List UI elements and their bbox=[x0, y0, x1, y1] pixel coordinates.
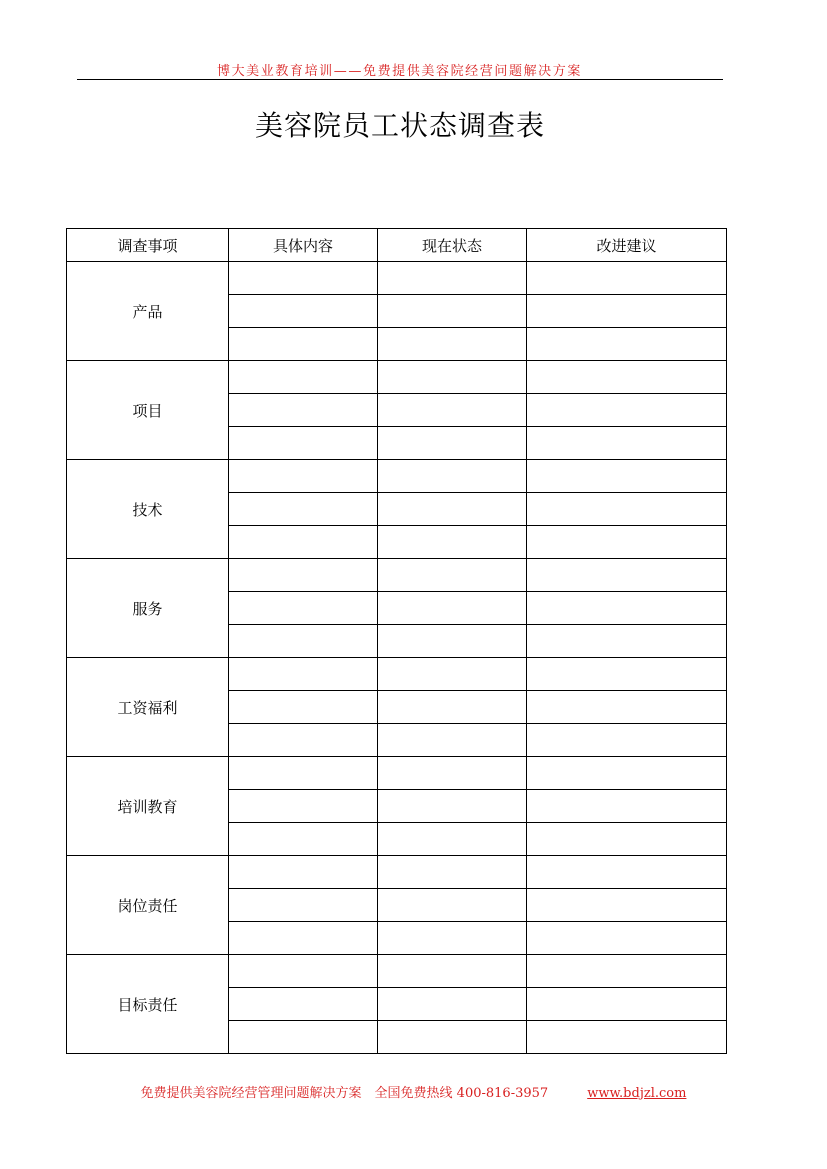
suggestion-cell[interactable] bbox=[527, 658, 727, 691]
table-row bbox=[67, 658, 727, 691]
table-row bbox=[67, 757, 727, 790]
suggestion-cell[interactable] bbox=[527, 988, 727, 1021]
content-cell[interactable] bbox=[229, 922, 378, 955]
category-cell: 岗位责任 bbox=[67, 856, 229, 955]
content-cell[interactable] bbox=[229, 295, 378, 328]
content-cell[interactable] bbox=[229, 889, 378, 922]
suggestion-cell[interactable] bbox=[527, 889, 727, 922]
content-cell[interactable] bbox=[229, 361, 378, 394]
status-cell[interactable] bbox=[378, 493, 527, 526]
table-header-row bbox=[67, 229, 727, 262]
status-cell[interactable] bbox=[378, 1021, 527, 1054]
footer-link[interactable]: www.bdjzl.com bbox=[587, 1086, 687, 1101]
content-cell[interactable] bbox=[229, 1021, 378, 1054]
survey-body bbox=[67, 262, 727, 1054]
suggestion-cell[interactable] bbox=[527, 1021, 727, 1054]
status-cell[interactable] bbox=[378, 559, 527, 592]
status-cell[interactable] bbox=[378, 889, 527, 922]
table-row bbox=[67, 361, 727, 394]
status-cell[interactable] bbox=[378, 988, 527, 1021]
status-cell[interactable] bbox=[378, 460, 527, 493]
status-cell[interactable] bbox=[378, 526, 527, 559]
status-cell[interactable] bbox=[378, 691, 527, 724]
content-cell[interactable] bbox=[229, 427, 378, 460]
content-cell[interactable] bbox=[229, 493, 378, 526]
content-cell[interactable] bbox=[229, 955, 378, 988]
status-cell[interactable] bbox=[378, 328, 527, 361]
content-cell[interactable] bbox=[229, 823, 378, 856]
header-rule bbox=[77, 79, 723, 80]
content-cell[interactable] bbox=[229, 460, 378, 493]
suggestion-cell[interactable] bbox=[527, 460, 727, 493]
status-cell[interactable] bbox=[378, 394, 527, 427]
content-cell[interactable] bbox=[229, 724, 378, 757]
table-row bbox=[67, 856, 727, 889]
status-cell[interactable] bbox=[378, 856, 527, 889]
status-cell[interactable] bbox=[378, 955, 527, 988]
content-cell[interactable] bbox=[229, 559, 378, 592]
table-row bbox=[67, 559, 727, 592]
suggestion-cell[interactable] bbox=[527, 526, 727, 559]
category-cell: 工资福利 bbox=[67, 658, 229, 757]
content-cell[interactable] bbox=[229, 790, 378, 823]
suggestion-cell[interactable] bbox=[527, 559, 727, 592]
content-cell[interactable] bbox=[229, 757, 378, 790]
status-cell[interactable] bbox=[378, 592, 527, 625]
suggestion-cell[interactable] bbox=[527, 625, 727, 658]
suggestion-cell[interactable] bbox=[527, 691, 727, 724]
suggestion-cell[interactable] bbox=[527, 790, 727, 823]
table-row bbox=[67, 955, 727, 988]
status-cell[interactable] bbox=[378, 757, 527, 790]
suggestion-cell[interactable] bbox=[527, 328, 727, 361]
table-row bbox=[67, 262, 727, 295]
survey-table bbox=[66, 228, 727, 1054]
content-cell[interactable] bbox=[229, 328, 378, 361]
document-title: 美容院员工状态调查表 bbox=[254, 109, 545, 142]
content-cell[interactable] bbox=[229, 691, 378, 724]
content-cell[interactable] bbox=[229, 592, 378, 625]
category-cell: 目标责任 bbox=[67, 955, 229, 1054]
suggestion-cell[interactable] bbox=[527, 427, 727, 460]
column-header-suggestion: 改进建议 bbox=[527, 229, 727, 262]
suggestion-cell[interactable] bbox=[527, 724, 727, 757]
category-cell: 培训教育 bbox=[67, 757, 229, 856]
column-header-item: 调查事项 bbox=[67, 229, 229, 262]
status-cell[interactable] bbox=[378, 658, 527, 691]
status-cell[interactable] bbox=[378, 427, 527, 460]
content-cell[interactable] bbox=[229, 526, 378, 559]
status-cell[interactable] bbox=[378, 625, 527, 658]
suggestion-cell[interactable] bbox=[527, 922, 727, 955]
suggestion-cell[interactable] bbox=[527, 757, 727, 790]
suggestion-cell[interactable] bbox=[527, 592, 727, 625]
status-cell[interactable] bbox=[378, 724, 527, 757]
suggestion-cell[interactable] bbox=[527, 493, 727, 526]
category-cell: 技术 bbox=[67, 460, 229, 559]
page-header: 博大美业教育培训——免费提供美容院经营问题解决方案 bbox=[216, 64, 582, 79]
status-cell[interactable] bbox=[378, 262, 527, 295]
content-cell[interactable] bbox=[229, 262, 378, 295]
content-cell[interactable] bbox=[229, 394, 378, 427]
suggestion-cell[interactable] bbox=[527, 394, 727, 427]
category-cell: 项目 bbox=[67, 361, 229, 460]
table-row bbox=[67, 460, 727, 493]
footer-text: 免费提供美容院经营管理问题解决方案 全国免费热线 400-816-3957 bbox=[140, 1086, 549, 1101]
status-cell[interactable] bbox=[378, 790, 527, 823]
column-header-status: 现在状态 bbox=[378, 229, 527, 262]
column-header-content: 具体内容 bbox=[229, 229, 378, 262]
category-cell: 产品 bbox=[67, 262, 229, 361]
status-cell[interactable] bbox=[378, 361, 527, 394]
suggestion-cell[interactable] bbox=[527, 823, 727, 856]
suggestion-cell[interactable] bbox=[527, 361, 727, 394]
content-cell[interactable] bbox=[229, 856, 378, 889]
content-cell[interactable] bbox=[229, 625, 378, 658]
status-cell[interactable] bbox=[378, 295, 527, 328]
content-cell[interactable] bbox=[229, 988, 378, 1021]
content-cell[interactable] bbox=[229, 658, 378, 691]
category-cell: 服务 bbox=[67, 559, 229, 658]
status-cell[interactable] bbox=[378, 823, 527, 856]
page-footer bbox=[0, 1082, 827, 1101]
suggestion-cell[interactable] bbox=[527, 955, 727, 988]
suggestion-cell[interactable] bbox=[527, 856, 727, 889]
status-cell[interactable] bbox=[378, 922, 527, 955]
suggestion-cell[interactable] bbox=[527, 262, 727, 295]
suggestion-cell[interactable] bbox=[527, 295, 727, 328]
